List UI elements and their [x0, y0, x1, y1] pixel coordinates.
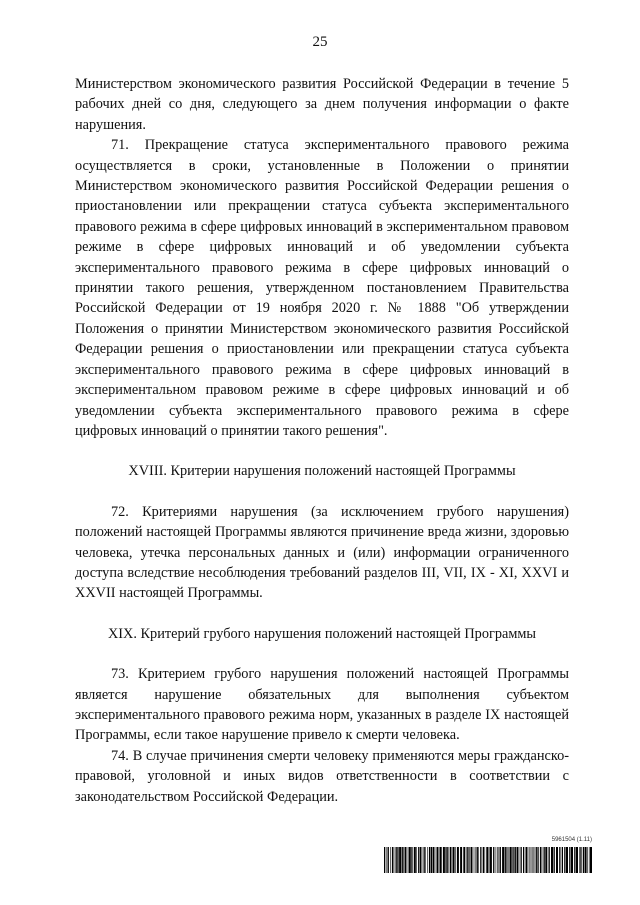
paragraph-continuation: Министерством экономического развития Российской Федерации в течение 5 рабочих дней со дня, следующего за днем получения информации о факте нарушения. — [75, 76, 569, 133]
paragraph-71: 71. Прекращение статуса экспериментального правового режима осуществляется в сроки, установленные в Положении о принятии Министерством экономического развития Российской Федерации решения о приостановлении или прекращении статуса субъекта экспериментального правового режима в сфере цифровых инноваций в экспериментальном правовом режиме в сфере цифровых инноваций и об уведомлении субъекта экспериментального правового режима в сфере цифровых инноваций о принятии такого решения, утвержденном постановлением Правительства Российской Федерации от 19 ноября 2020 г. № 1888 "Об утверждении Положения о принятии Министерством экономического развития Российской Федерации решения о приостановлении или прекращении статуса субъекта экспериментального правового режима в сфере цифровых инноваций в экспериментальном правовом режиме в сфере цифровых инноваций и об уведомлении субъекта экспериментального правового режима в сфере цифровых инноваций о принятии такого решения". — [75, 137, 569, 439]
barcode-id: 5961504 (1.11) — [551, 837, 592, 843]
document-body — [75, 74, 569, 807]
section-heading-xix: XIX. Критерий грубого нарушения положений настоящей Программы — [107, 625, 537, 642]
page-number: 25 — [312, 34, 328, 50]
barcode-icon — [384, 847, 592, 873]
paragraph-74: 74. В случае причинения смерти человеку применяются меры гражданско-правовой, уголовной и иных видов ответственности в соответствии с законодательством Российской Федерации. — [75, 747, 569, 805]
section-heading-xviii: XVIII. Критерии нарушения положений настоящей Программы — [128, 463, 516, 480]
paragraph-72: 72. Критериями нарушения (за исключением грубого нарушения) положений настоящей Программы являются причинение вреда жизни, здоровью человека, утечка персональных данных и (или) информации ограниченного доступа вследствие несоблюдения требований разделов III, VII, IX - XI, XXVI и XXVII настоящей Программы. — [75, 503, 569, 602]
paragraph-73: 73. Критерием грубого нарушения положений настоящей Программы является нарушение обязательных для выполнения субъектом экспериментального правового режима норм, указанных в разделе IX настоящей Программы, если такое нарушение привело к смерти человека. — [75, 666, 569, 744]
